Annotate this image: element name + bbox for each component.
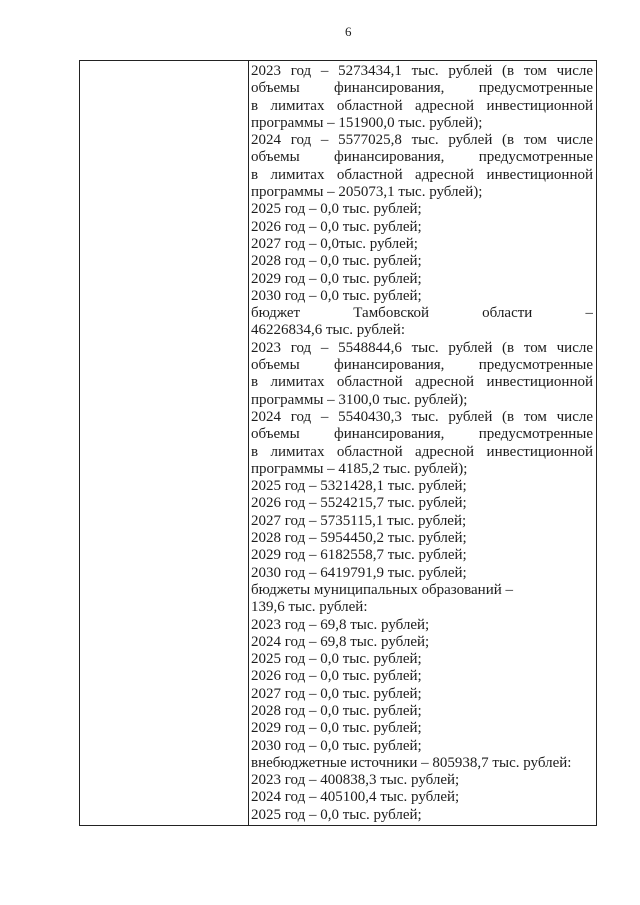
paragraph: [251, 686, 593, 703]
text-line: 2029 год – 6182558,7 тыс. рублей;: [251, 547, 467, 564]
text-line: 2030 год – 0,0 тыс. рублей;: [251, 287, 422, 304]
text-line: в лимитах областной адресной инвестиционной: [251, 97, 593, 114]
text-line: программы – 3100,0 тыс. рублей);: [251, 391, 468, 408]
text-line: программы – 151900,0 тыс. рублей);: [251, 114, 483, 131]
text-line: объемы финансирования, предусмотренные: [251, 426, 593, 443]
text-line: 2028 год – 5954450,2 тыс. рублей;: [251, 530, 467, 547]
text-line: 2030 год – 0,0 тыс. рублей;: [251, 737, 422, 754]
paragraph: [251, 582, 593, 599]
paragraph: [251, 253, 593, 270]
text-line: 2023 год – 5548844,6 тыс. рублей (в том числе: [251, 339, 593, 356]
text-line: программы – 205073,1 тыс. рублей);: [251, 184, 483, 201]
text-line: 2027 год – 5735115,1 тыс. рублей;: [251, 512, 467, 529]
text-line: программы – 4185,2 тыс. рублей);: [251, 460, 468, 477]
paragraph: [251, 807, 593, 824]
paragraph: [251, 530, 593, 547]
paragraph: [251, 634, 593, 651]
text-line: объемы финансирования, предусмотренные: [251, 80, 593, 97]
paragraph: [251, 668, 593, 685]
paragraph: [251, 478, 593, 495]
text-line: 2024 год – 5577025,8 тыс. рублей (в том числе: [251, 132, 593, 149]
paragraph: [251, 547, 593, 564]
paragraph: [251, 271, 593, 288]
paragraph: [251, 305, 593, 340]
paragraph: [251, 617, 593, 634]
text-line: объемы финансирования, предусмотренные: [251, 149, 593, 166]
text-line: в лимитах областной адресной инвестиционной: [251, 166, 593, 183]
paragraph: [251, 513, 593, 530]
text-line: 139,6 тыс. рублей:: [251, 599, 368, 616]
text-line: 2026 год – 0,0 тыс. рублей;: [251, 218, 422, 235]
text-line: 2026 год – 0,0 тыс. рублей;: [251, 668, 422, 685]
paragraph: [251, 236, 593, 253]
page-number: 6: [345, 24, 352, 39]
paragraph: [251, 219, 593, 236]
text-line: 2023 год – 69,8 тыс. рублей;: [251, 616, 430, 633]
table-left-cell: [80, 61, 249, 825]
paragraph: [251, 495, 593, 512]
table-right-cell: [249, 61, 596, 825]
paragraph: [251, 132, 593, 201]
paragraph: [251, 409, 593, 478]
paragraph: [251, 565, 593, 582]
text-line: в лимитах областной адресной инвестиционной: [251, 374, 593, 391]
paragraph: [251, 755, 593, 772]
paragraph: [251, 789, 593, 806]
text-line: 2028 год – 0,0 тыс. рублей;: [251, 702, 422, 719]
paragraph: [251, 651, 593, 668]
text-line: 46226834,6 тыс. рублей:: [251, 322, 405, 339]
text-line: 2025 год – 0,0 тыс. рублей;: [251, 806, 422, 823]
paragraph: [251, 772, 593, 789]
paragraph: [251, 201, 593, 218]
text-line: 2024 год – 69,8 тыс. рублей;: [251, 633, 430, 650]
paragraph: [251, 599, 593, 616]
text-line: 2024 год – 5540430,3 тыс. рублей (в том числе: [251, 408, 593, 425]
text-line: 2025 год – 0,0 тыс. рублей;: [251, 651, 422, 668]
text-line: 2024 год – 405100,4 тыс. рублей;: [251, 789, 460, 806]
text-line: бюджет Тамбовской области –: [251, 305, 593, 322]
text-line: 2026 год – 5524215,7 тыс. рублей;: [251, 495, 467, 512]
text-line: в лимитах областной адресной инвестиционной: [251, 443, 593, 460]
paragraph: [251, 340, 593, 409]
text-line: 2027 год – 0,0тыс. рублей;: [251, 235, 418, 252]
text-line: 2028 год – 0,0 тыс. рублей;: [251, 253, 422, 270]
text-line: 2023 год – 5273434,1 тыс. рублей (в том числе: [251, 63, 593, 79]
text-line: 2025 год – 0,0 тыс. рублей;: [251, 201, 422, 218]
text-line: 2027 год – 0,0 тыс. рублей;: [251, 685, 422, 702]
paragraph: [251, 288, 593, 305]
paragraph: [251, 738, 593, 755]
text-line: 2025 год – 5321428,1 тыс. рублей;: [251, 478, 467, 495]
paragraph: [251, 703, 593, 720]
budget-table: [79, 60, 597, 826]
text-line: 2029 год – 0,0 тыс. рублей;: [251, 270, 422, 287]
text-line: 2030 год – 6419791,9 тыс. рублей;: [251, 564, 467, 581]
paragraph: [251, 63, 593, 132]
paragraph: [251, 720, 593, 737]
text-line: 2023 год – 400838,3 тыс. рублей;: [251, 772, 460, 789]
text-line: бюджеты муниципальных образований –: [251, 581, 514, 598]
text-line: внебюджетные источники – 805938,7 тыс. рублей:: [251, 754, 572, 771]
text-line: объемы финансирования, предусмотренные: [251, 357, 593, 374]
text-line: 2029 год – 0,0 тыс. рублей;: [251, 720, 422, 737]
